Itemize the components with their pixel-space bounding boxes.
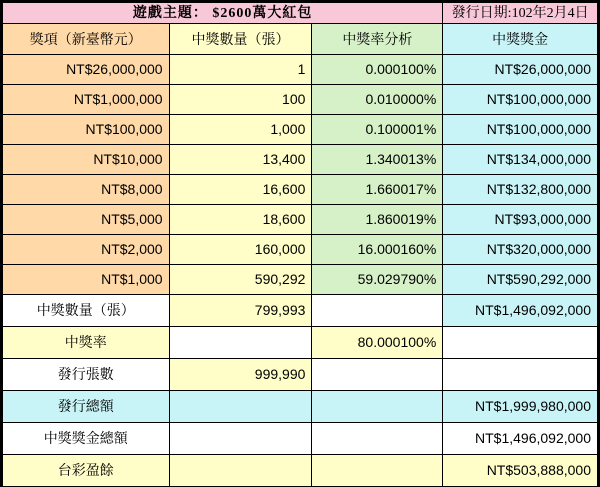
page-title: 遊戲主題： $2600萬大紅包 <box>3 3 443 24</box>
cell-count: 100 <box>169 85 312 115</box>
summary-amount: NT$1,999,980,000 <box>443 391 598 423</box>
cell-prize: NT$1,000,000 <box>3 85 170 115</box>
cell-rate: 59.029790% <box>312 265 443 295</box>
summary-row <box>3 327 598 359</box>
cell-prize: NT$1,000 <box>3 265 170 295</box>
cell-prize: NT$8,000 <box>3 175 170 205</box>
cell-count: 18,600 <box>169 205 312 235</box>
cell-amount: NT$590,292,000 <box>443 265 598 295</box>
summary-label: 發行張數 <box>3 359 170 391</box>
summary-count <box>169 327 312 359</box>
summary-amount: NT$1,496,092,000 <box>443 423 598 455</box>
cell-rate: 1.660017% <box>312 175 443 205</box>
issue-date: 發行日期:102年2月4日 <box>443 3 598 24</box>
cell-count: 1 <box>169 55 312 85</box>
cell-rate: 0.100001% <box>312 115 443 145</box>
cell-count: 1,000 <box>169 115 312 145</box>
summary-label: 發行總額 <box>3 391 170 423</box>
summary-rate <box>312 391 443 423</box>
column-header-amount: 中獎獎金 <box>443 24 598 55</box>
summary-count <box>169 391 312 423</box>
summary-amount: NT$1,496,092,000 <box>443 295 598 327</box>
cell-amount: NT$26,000,000 <box>443 55 598 85</box>
cell-prize: NT$26,000,000 <box>3 55 170 85</box>
summary-rate <box>312 455 443 487</box>
title-row <box>3 3 598 24</box>
lottery-table <box>2 2 598 487</box>
summary-rate: 80.000100% <box>312 327 443 359</box>
summary-count: 999,990 <box>169 359 312 391</box>
table-row <box>3 175 598 205</box>
cell-rate: 16.000160% <box>312 235 443 265</box>
summary-row <box>3 391 598 423</box>
table-row <box>3 235 598 265</box>
column-header-count: 中獎數量（張） <box>169 24 312 55</box>
cell-prize: NT$2,000 <box>3 235 170 265</box>
summary-count <box>169 423 312 455</box>
cell-amount: NT$100,000,000 <box>443 85 598 115</box>
summary-amount: NT$503,888,000 <box>443 455 598 487</box>
cell-count: 590,292 <box>169 265 312 295</box>
table-row <box>3 115 598 145</box>
cell-amount: NT$134,000,000 <box>443 145 598 175</box>
summary-label: 台彩盈餘 <box>3 455 170 487</box>
summary-label: 中獎數量（張） <box>3 295 170 327</box>
summary-rate <box>312 423 443 455</box>
cell-amount: NT$100,000,000 <box>443 115 598 145</box>
summary-amount <box>443 327 598 359</box>
table-row <box>3 145 598 175</box>
cell-amount: NT$320,000,000 <box>443 235 598 265</box>
cell-prize: NT$100,000 <box>3 115 170 145</box>
cell-prize: NT$5,000 <box>3 205 170 235</box>
summary-label: 中獎獎金總額 <box>3 423 170 455</box>
column-header-rate: 中獎率分析 <box>312 24 443 55</box>
cell-rate: 0.010000% <box>312 85 443 115</box>
summary-rate <box>312 295 443 327</box>
summary-amount <box>443 359 598 391</box>
table-row <box>3 265 598 295</box>
summary-rate <box>312 359 443 391</box>
cell-amount: NT$132,800,000 <box>443 175 598 205</box>
summary-count: 799,993 <box>169 295 312 327</box>
summary-count <box>169 455 312 487</box>
cell-rate: 1.340013% <box>312 145 443 175</box>
summary-row <box>3 455 598 487</box>
cell-count: 160,000 <box>169 235 312 265</box>
cell-amount: NT$93,000,000 <box>443 205 598 235</box>
summary-row <box>3 295 598 327</box>
column-header-prize: 獎項（新臺幣元） <box>3 24 170 55</box>
cell-rate: 0.000100% <box>312 55 443 85</box>
cell-count: 13,400 <box>169 145 312 175</box>
table-row <box>3 85 598 115</box>
summary-row <box>3 423 598 455</box>
table-row <box>3 205 598 235</box>
cell-rate: 1.860019% <box>312 205 443 235</box>
summary-label: 中獎率 <box>3 327 170 359</box>
cell-count: 16,600 <box>169 175 312 205</box>
summary-row <box>3 359 598 391</box>
table-row <box>3 55 598 85</box>
header-row <box>3 24 598 55</box>
cell-prize: NT$10,000 <box>3 145 170 175</box>
